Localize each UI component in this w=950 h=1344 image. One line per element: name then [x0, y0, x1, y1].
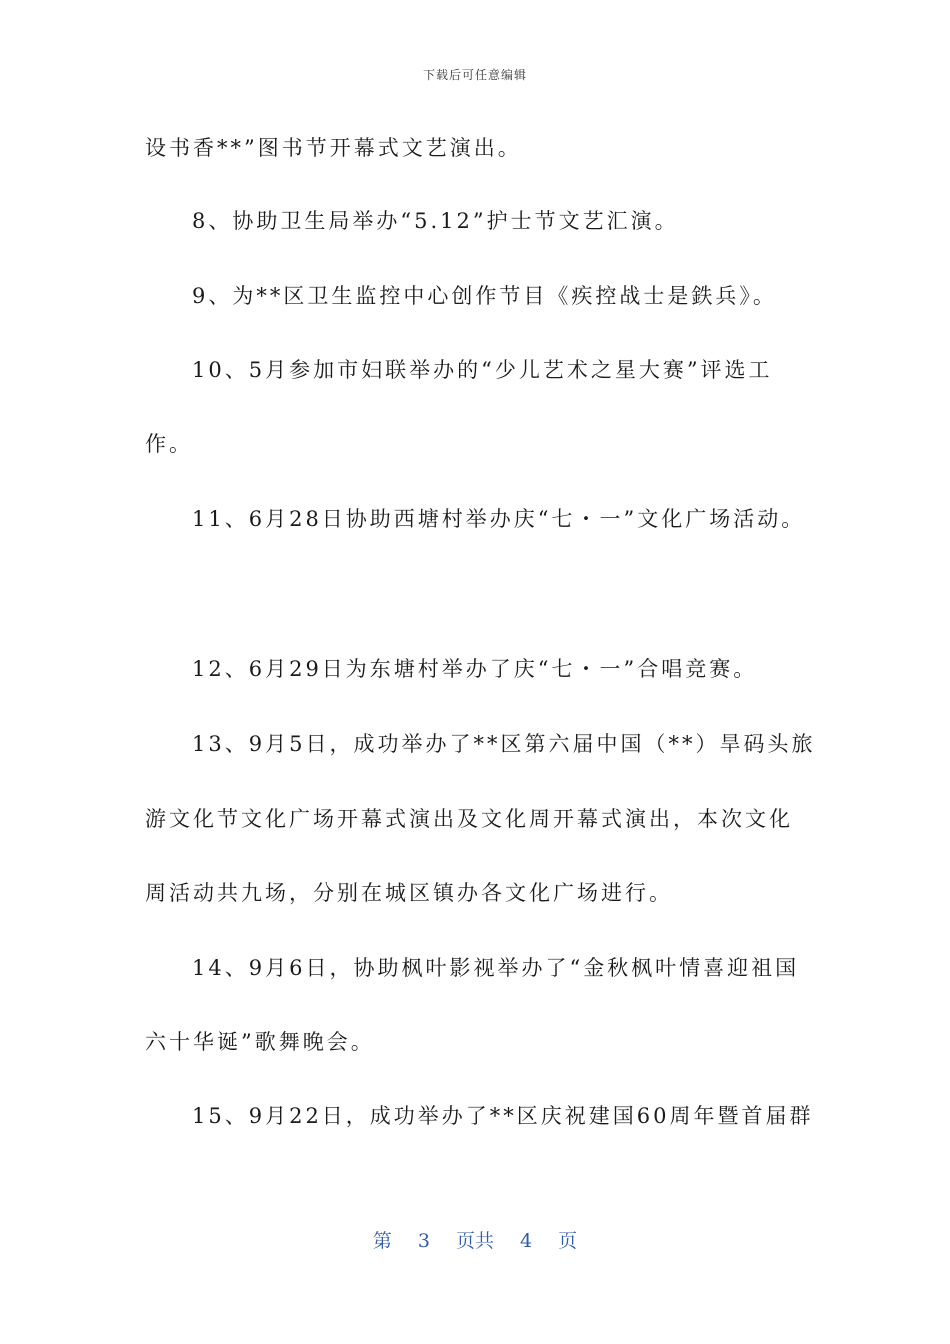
text-line: 10、5月参加市妇联举办的“少儿艺术之星大赛”评选工: [192, 358, 773, 382]
text-line: 设书香**”图书节开幕式文艺演出。: [145, 136, 522, 160]
footer-current-page: 3: [417, 1230, 430, 1252]
text-line: 15、9月22日，成功举办了**区庆祝建国60周年暨首届群: [192, 1104, 814, 1128]
footer-middle: 页共: [455, 1230, 494, 1252]
text-line: 作。: [145, 432, 193, 456]
text-line: 14、9月6日，协助枫叶影视举办了“金秋枫叶情喜迎祖国: [192, 956, 800, 980]
text-line: 8、协助卫生局举办“5.12”护士节文艺汇演。: [192, 209, 679, 233]
footer-prefix: 第: [372, 1230, 392, 1252]
text-line: 周活动共九场，分别在城区镇办各文化广场进行。: [145, 881, 673, 905]
page-header-note: 下载后可任意编辑: [422, 68, 527, 82]
text-line: 12、6月29日为东塘村举办了庆“七・一”合唱竞赛。: [192, 657, 758, 681]
footer-total-pages: 4: [520, 1230, 533, 1252]
text-line: 游文化节文化广场开幕式演出及文化周开幕式演出，本次文化: [145, 807, 793, 831]
text-line: 11、6月28日协助西塘村举办庆“七・一”文化广场活动。: [192, 507, 806, 531]
text-line: 六十华诞”歌舞晚会。: [145, 1030, 375, 1054]
text-line: 9、为**区卫生监控中心创作节目《疾控战士是鉄兵》。: [192, 284, 777, 308]
footer-suffix: 页: [558, 1230, 578, 1252]
page-footer: [0, 1226, 950, 1253]
text-line: 13、9月5日，成功举办了**区第六届中国（**）旱码头旅: [192, 732, 816, 756]
